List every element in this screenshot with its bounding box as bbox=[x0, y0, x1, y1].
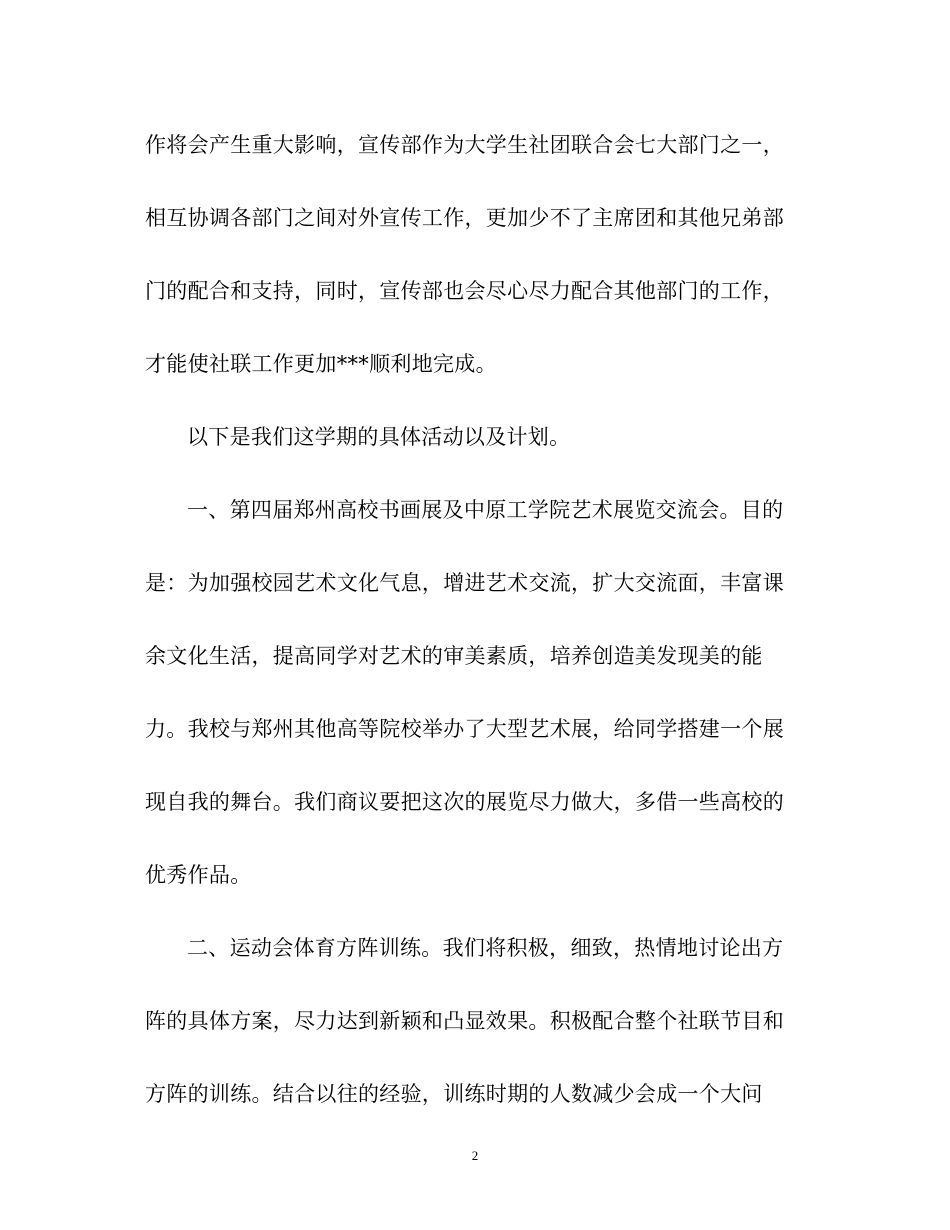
text-line: 才能使社联工作更加***顺利地完成。 bbox=[145, 352, 497, 376]
text-line: 作将会产生重大影响，宣传部作为大学生社团联合会七大部门之一， bbox=[145, 133, 784, 157]
text-line: 阵的具体方案，尽力达到新颖和凸显效果。积极配合整个社联节目和 bbox=[145, 1009, 784, 1033]
paragraph-start-line: 一、第四届郑州高校书画展及中原工学院艺术展览交流会。目的 bbox=[187, 498, 784, 522]
text-line: 余文化生活，提高同学对艺术的审美素质，培养创造美发现美的能 bbox=[145, 644, 763, 668]
paragraph-start-line: 以下是我们这学期的具体活动以及计划。 bbox=[187, 425, 571, 449]
text-line: 方阵的训练。结合以往的经验，训练时期的人数减少会成一个大问 bbox=[145, 1082, 763, 1106]
text-line: 优秀作品。 bbox=[145, 863, 252, 887]
text-line: 力。我校与郑州其他高等院校举办了大型艺术展，给同学搭建一个展 bbox=[145, 717, 784, 741]
text-line: 相互协调各部门之间对外宣传工作，更加少不了主席团和其他兄弟部 bbox=[145, 206, 784, 230]
text-line: 现自我的舞台。我们商议要把这次的展览尽力做大，多借一些高校的 bbox=[145, 790, 784, 814]
text-line: 是：为加强校园艺术文化气息，增进艺术交流，扩大交流面，丰富课 bbox=[145, 571, 784, 595]
paragraph-start-line: 二、运动会体育方阵训练。我们将积极，细致，热情地讨论出方 bbox=[187, 936, 784, 960]
text-line: 门的配合和支持，同时，宣传部也会尽心尽力配合其他部门的工作， bbox=[145, 279, 784, 303]
page-number: 2 bbox=[471, 1148, 479, 1163]
